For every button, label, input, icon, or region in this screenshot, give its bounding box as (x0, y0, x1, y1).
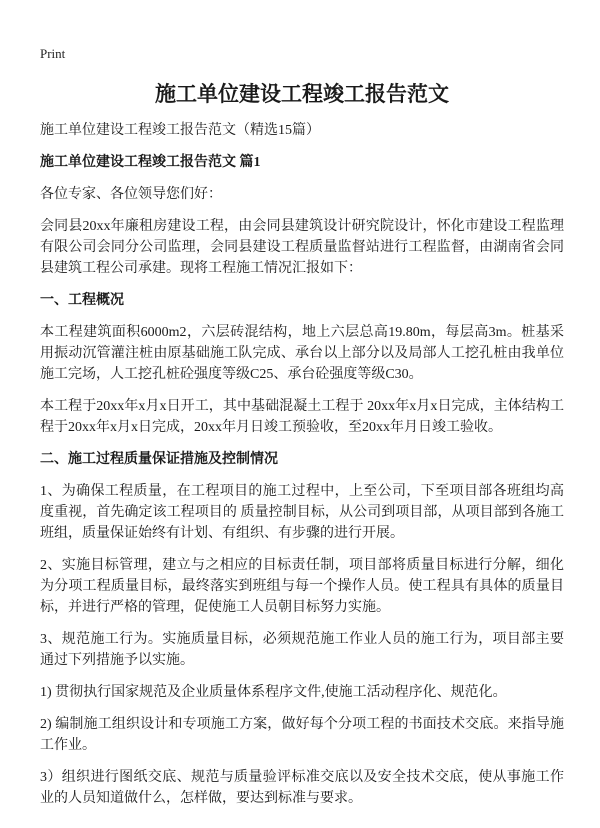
paragraph: 1) 贯彻执行国家规范及企业质量体系程序文件,使施工活动程序化、规范化。 (40, 685, 507, 700)
intro-paragraph: 会同县20xx年廉租房建设工程，由会同县建筑设计研究院设计，怀化市建设工程监理有限公司会同分公司监理，会同县建设工程质量监督站进行工程监督，由湖南省会同县建筑工程公司承建。现将工程施工情况汇报如下： (40, 219, 564, 276)
print-link[interactable]: Print (40, 46, 66, 61)
paragraph: 本工程建筑面积6000m2，六层砖混结构，地上六层总高19.80m，每层高3m。桩基采用振动沉管灌注桩由原基础施工队完成、承台以上部分以及局部人工挖孔桩由我单位施工完场，人工挖孔桩砼强度等级C25、承台砼强度等级C30。 (40, 325, 564, 382)
paragraph: 2、实施目标管理，建立与之相应的目标责任制，项目部将质量目标进行分解，细化为分项工程质量目标，最终落实到班组与每一个操作人员。使工程具有具体的质量目标，并进行严格的管理，促使施工人员朝目标努力实施。 (40, 558, 564, 615)
paragraph: 3）组织进行图纸交底、规范与质量验评标准交底以及安全技术交底，使从事施工作业的人员知道做什么，怎样做，要达到标准与要求。 (40, 770, 564, 806)
paragraph: 1、为确保工程质量，在工程项目的施工过程中，上至公司，下至项目部各班组均高度重视，首先确定该工程项目的 质量控制目标，从公司到项目部，从项目部到各施工班组，质量保证始终有计划、有组织、有步骤的进行开展。 (40, 484, 564, 541)
paragraph: 2) 编制施工组织设计和专项施工方案，做好每个分项工程的书面技术交底。来指导施工作业。 (40, 717, 564, 753)
section-heading: 二、施工过程质量保证措施及控制情况 (40, 452, 278, 467)
subtitle: 施工单位建设工程竣工报告范文（精选15篇） (40, 123, 320, 138)
paragraph: 3、规范施工行为。实施质量目标，必须规范施工作业人员的施工行为，项目部主要通过下列措施予以实施。 (40, 632, 564, 668)
section-heading: 一、工程概况 (40, 293, 124, 308)
paragraph: 本工程于20xx年x月x日开工，其中基础混凝土工程于 20xx年x月x日完成，主体结构工程于20xx年x月x日完成，20xx年月日竣工预验收，至20xx年月日竣工验收。 (40, 399, 564, 435)
article-heading: 施工单位建设工程竣工报告范文 篇1 (40, 155, 261, 170)
page-title: 施工单位建设工程竣工报告范文 (155, 82, 449, 106)
document-body (40, 78, 564, 820)
greeting: 各位专家、各位领导您们好： (40, 187, 222, 202)
